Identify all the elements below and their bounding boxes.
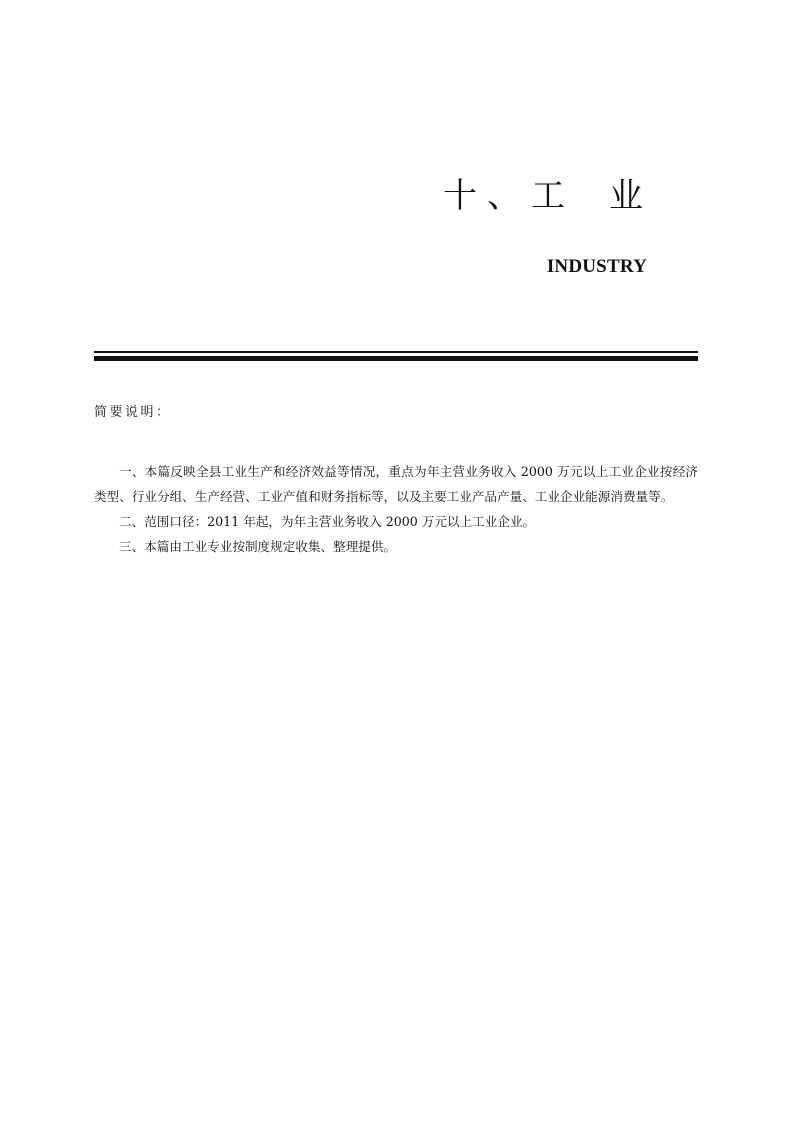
summary-note-1: 一、本篇反映全县工业生产和经济效益等情况，重点为年主营业务收入 2000 万元以上工业企业按经济类型、行业分组、生产经营、工业产值和财务指标等，以及主要工业产品产量、工业企业能源消费量等。 xyxy=(94,464,698,504)
thick-rule xyxy=(94,356,698,361)
summary-heading: 简要说明： xyxy=(94,405,172,420)
summary-notes xyxy=(94,459,698,559)
summary-note-2: 二、范围口径：2011 年起，为年主营业务收入 2000 万元以上工业企业。 xyxy=(119,514,536,529)
english-title: INDUSTRY xyxy=(546,256,647,277)
chapter-title xyxy=(443,168,653,217)
chapter-title-part2: 业 xyxy=(609,176,653,216)
chapter-title-part1: 工 xyxy=(531,176,575,216)
summary-note-3: 三、本篇由工业专业按制度规定收集、整理提供。 xyxy=(119,539,397,554)
thin-rule xyxy=(94,351,698,353)
double-rule-divider xyxy=(94,351,698,361)
chapter-number: 十、 xyxy=(443,176,531,216)
